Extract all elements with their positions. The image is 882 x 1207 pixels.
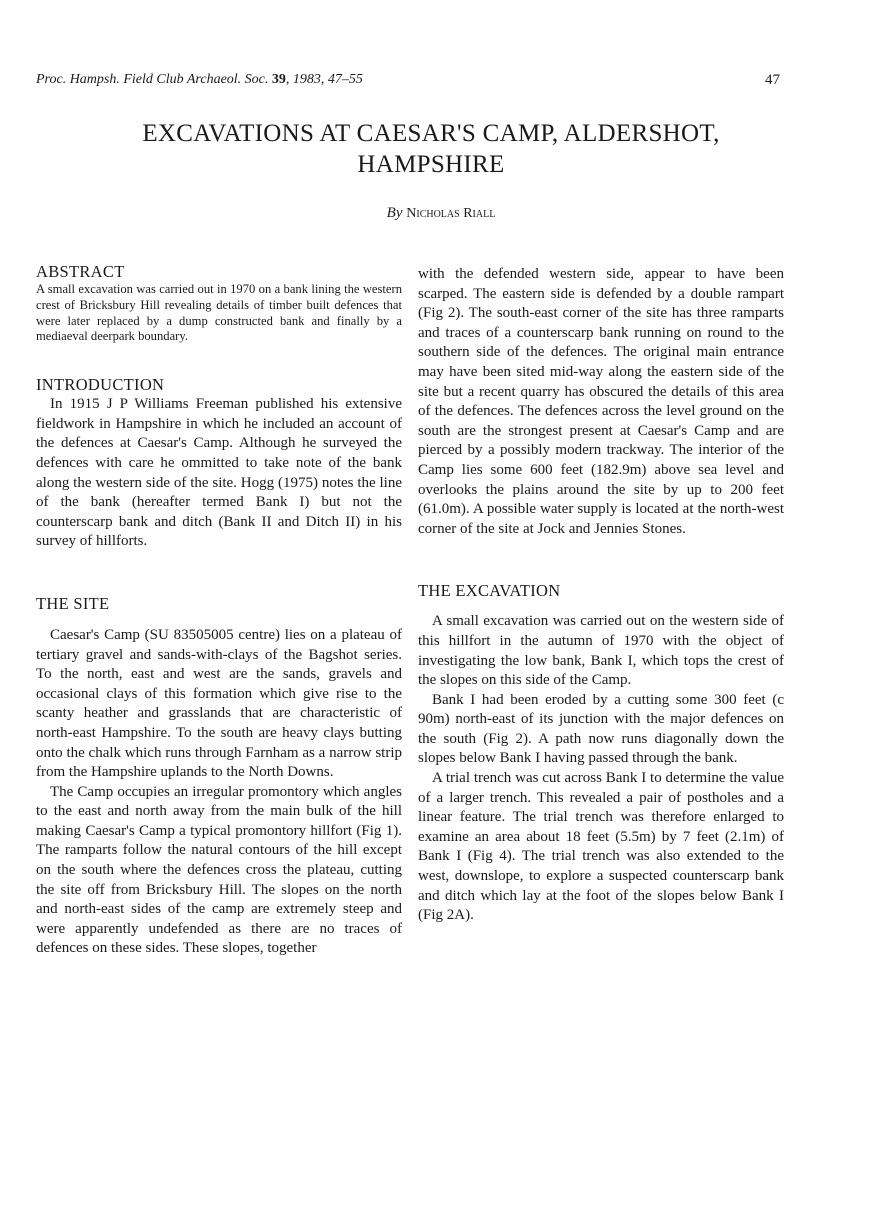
journal-name: Proc. Hampsh. Field Club Archaeol. Soc.: [36, 72, 269, 87]
excavation-paragraph-3: A trial trench was cut across Bank I to determine the value of a larger trench. This revealed a pair of postholes and a linear feature. The trial trench was therefore enlarged to examine an area about 18 feet (5.5m) by 7 feet (2.1m) of Bank I (Fig 4). The trial trench was also extended to the west, downslope, to explore a suspected counterscarp bank and ditch which lay at the foot of the slopes below Bank I (Fig 2A).: [418, 770, 784, 924]
site-paragraph-1: Caesar's Camp (SU 83505005 centre) lies on a plateau of tertiary gravel and sands-with-clays of the Bagshot series. To the north, east and west are the sands, gravels and occasional clays of this formation which give rise to the scanty heather and grasslands that are characteristic of north-east Hampshire. To the south are heavy clays butting onto the chalk which runs through Farnham as a narrow strip from the Hampshire uplands to the North Downs.: [36, 626, 402, 781]
site-paragraph-2: The Camp occupies an irregular promontory which angles to the east and north away from the main bulk of the hill making Caesar's Camp a typical promontory hillfort (Fig 1). The ramparts follow the natural contours of the hill except on the south where the defences cross the plateau, cutting the site off from Bricksbury Hill. The slopes on the north and north-east sides of the camp are extremely steep and were apparently undefended as there are no traces of defences on these sides. These slopes, together: [36, 783, 402, 957]
introduction-paragraph: In 1915 J P Williams Freeman published his extensive fieldwork in Hampshire in which he included an account of the defences at Caesar's Camp. Although he surveyed the defences with care he ommitted to take note of the bank along the western side of the site. Hogg (1975) notes the line of the bank (hereafter termed Bank I) but not the counterscarp bank and ditch (Bank II and Ditch II) in his survey of hillforts.: [36, 396, 402, 550]
right-column: [418, 265, 784, 926]
introduction-heading: INTRODUCTION: [36, 375, 165, 395]
excavation-heading: THE EXCAVATION: [418, 581, 561, 601]
byline: [0, 205, 882, 222]
running-head: [36, 72, 780, 88]
excavation-paragraph-1: A small excavation was carried out on the western side of this hillfort in the autumn of 1970 with the object of investigating the low bank, Bank I, which tops the crest of the slopes on this side of the Camp.: [418, 613, 784, 689]
byline-by: By: [386, 205, 403, 221]
title-line-1: EXCAVATIONS AT CAESAR'S CAMP, ALDERSHOT,: [142, 120, 720, 147]
site-continuation: with the defended western side, appear to have been scarped. The eastern side is defended by a double rampart (Fig 2). The south-east corner of the site has three ramparts and traces of a counterscarp bank running on round to the southern side of the defences. The original main entrance may have been sited mid-way along the eastern side of the site but a recent quarry has obscured the details of this area of the defences. The defences across the level ground on the south are the strongest present at Caesar's Camp and are pierced by a possibly modern trackway. The interior of the Camp lies some 600 feet (182.9m) above sea level and overlooks the plains around the site by up to 200 feet (61.0m). A possible water supply is located at the north-west corner of the site at Jock and Jennies Stones.: [418, 266, 784, 537]
abstract-heading: ABSTRACT: [36, 262, 125, 281]
page-number: 47: [765, 72, 780, 88]
excavation-paragraph-2: Bank I had been eroded by a cutting some 300 feet (c 90m) north-east of its junction with the major defences on the south (Fig 2). A path now runs diagonally down the slopes below Bank I having passed through the bank.: [418, 691, 784, 767]
article-title: [40, 118, 822, 180]
left-column: [36, 262, 402, 959]
site-heading: THE SITE: [36, 593, 110, 613]
year-pages: , 1983, 47–55: [285, 72, 363, 87]
author-name: Nicholas Riall: [406, 206, 496, 221]
volume-number: 39: [271, 72, 286, 87]
title-line-2: HAMPSHIRE: [357, 151, 505, 178]
abstract-text: A small excavation was carried out in 1970 on a bank lining the western crest of Bricksbury Hill revealing details of timber built defences that were later replaced by a dump constructed bank and finally by a mediaeval deerpark boundary.: [36, 282, 402, 344]
